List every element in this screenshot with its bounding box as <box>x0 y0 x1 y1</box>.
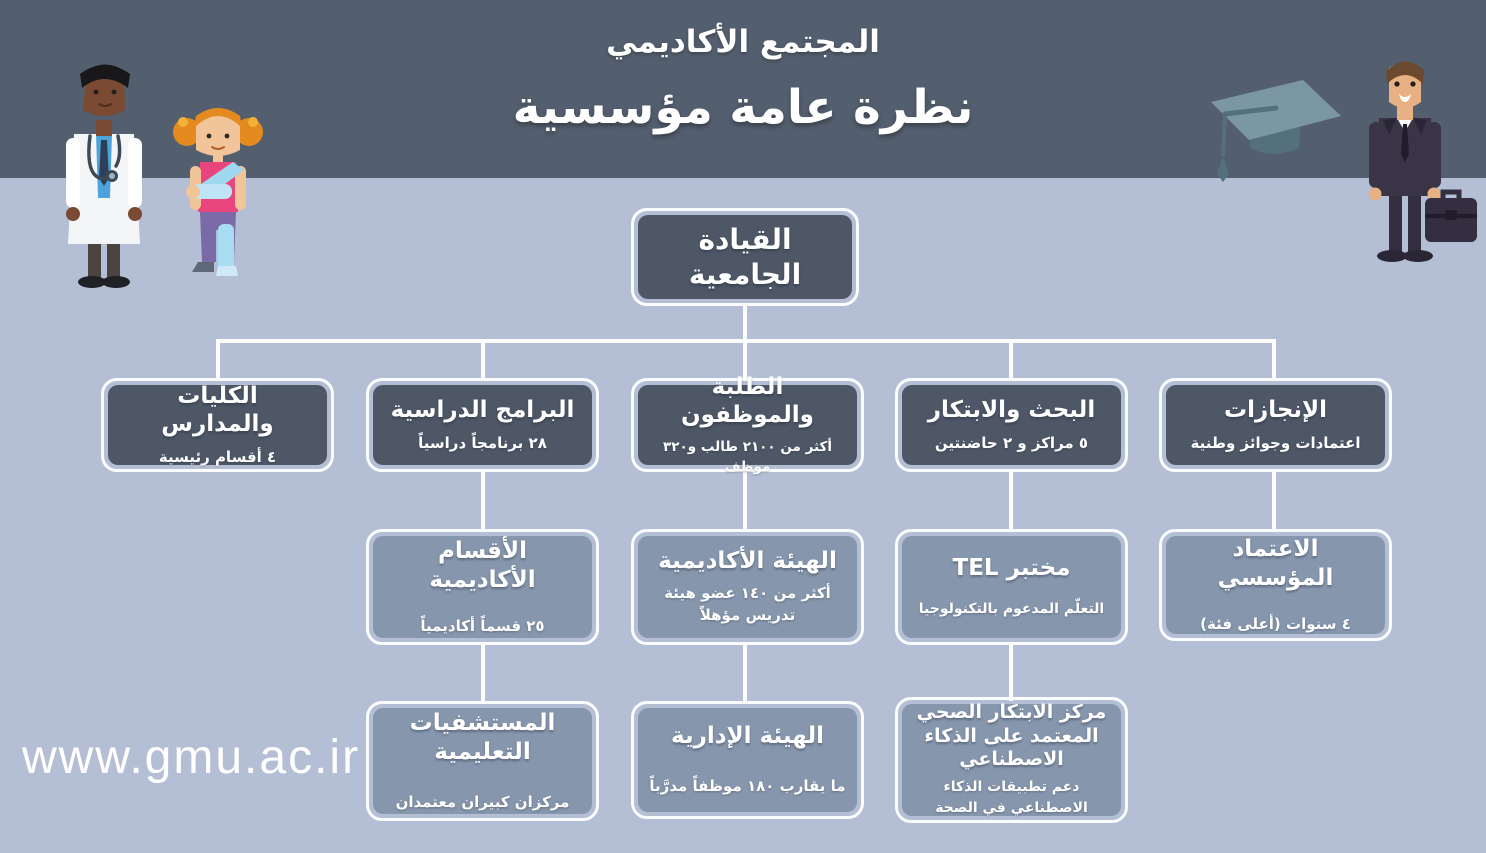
website-url: www.gmu.ac.ir <box>22 731 361 784</box>
org-node-academic-faculty <box>631 529 864 645</box>
org-node-teaching-hospitals <box>366 701 599 821</box>
node-title: البحث والابتكار <box>927 396 1096 423</box>
node-title: مختبر TEL <box>952 555 1071 582</box>
org-node-tel-lab <box>895 529 1128 645</box>
node-title: الهيئة الأكاديمية <box>658 548 837 575</box>
node-subtitle: مركزان كبيران معتمدان <box>395 792 570 811</box>
connector-drop-col5 <box>1272 339 1276 379</box>
node-title: الطلبة والموظفون <box>681 373 814 429</box>
node-subtitle: التعلّم المدعوم بالتكنولوجيا <box>918 600 1105 617</box>
node-title: الأقسام الأكاديمية <box>429 538 536 593</box>
connector-l1-l2-col2 <box>481 471 485 530</box>
child-patient-illustration <box>173 108 263 276</box>
org-node-students-staff <box>631 373 864 476</box>
node-subtitle: ٥ مراكز و ٢ حاضنتين <box>934 433 1089 452</box>
node-subtitle: ٢٥ قسماً أكاديمياً <box>420 616 545 635</box>
node-title: المستشفيات التعليمية <box>409 710 556 765</box>
page-subtitle: المجتمع الأكاديمي <box>606 24 880 60</box>
org-node-ai-health-innovation-center <box>895 697 1128 823</box>
node-subtitle: ما يقارب ١٨٠ موظفاً مدرَّباً <box>649 777 846 796</box>
org-node-university-leadership <box>631 208 859 306</box>
connector-drop-col1 <box>216 339 220 379</box>
org-node-administrative-staff <box>631 701 864 819</box>
node-subtitle: ٤ أقسام رئيسية <box>158 448 277 466</box>
org-node-colleges-schools <box>101 378 334 472</box>
businessman-illustration <box>1369 61 1478 262</box>
node-subtitle: ٤ سنوات (أعلى فئة) <box>1200 614 1351 633</box>
node-title: البرامج الدراسية <box>390 396 575 423</box>
page-title: نظرة عامة مؤسسية <box>512 80 974 135</box>
graduation-cap-icon <box>1211 80 1341 182</box>
node-subtitle: أكثر من ٢١٠٠ طالب و٣٢٠ موظف <box>663 439 832 476</box>
connector-drop-col2 <box>481 339 485 379</box>
connector-drop-col4 <box>1009 339 1013 379</box>
node-title: القيادة الجامعية <box>688 223 802 291</box>
node-title: الهيئة الإدارية <box>671 723 824 750</box>
org-node-achievements <box>1159 378 1392 472</box>
connector-l1-l2-col4 <box>1009 471 1013 530</box>
connector-l1-l2-col3 <box>743 471 747 530</box>
doctor-and-child-illustration <box>30 48 270 288</box>
connector-l2-l3-col2 <box>481 644 485 701</box>
node-subtitle: ٢٨ برنامجاً دراسياً <box>418 433 547 452</box>
doctor-illustration <box>66 64 142 288</box>
org-node-academic-departments <box>366 529 599 645</box>
node-subtitle: دعم تطبيقات الذكاء الاصطناعي في الصحة <box>935 779 1088 817</box>
org-node-academic-programs <box>366 378 599 472</box>
node-title: مركز الابتكار الصحي المعتمد على الذكاء الاصطناعي <box>916 700 1107 771</box>
connector-l2-l3-col4 <box>1009 644 1013 701</box>
node-title: الإنجازات <box>1223 396 1328 423</box>
node-title: الاعتماد المؤسسي <box>1217 536 1334 591</box>
org-node-institutional-accreditation <box>1159 529 1392 641</box>
org-node-research-innovation <box>895 378 1128 472</box>
connector-l2-l3-col3 <box>743 644 747 701</box>
connector-l1-l2-col5 <box>1272 471 1276 530</box>
node-title: الكليات والمدارس <box>161 382 274 438</box>
connector-root-stem <box>743 304 747 341</box>
node-subtitle: اعتمادات وجوائز وطنية <box>1190 433 1361 452</box>
node-subtitle: أكثر من ١٤٠ عضو هيئة تدريس مؤهلاً <box>664 583 831 625</box>
cap-and-businessman-illustration <box>1193 50 1478 272</box>
